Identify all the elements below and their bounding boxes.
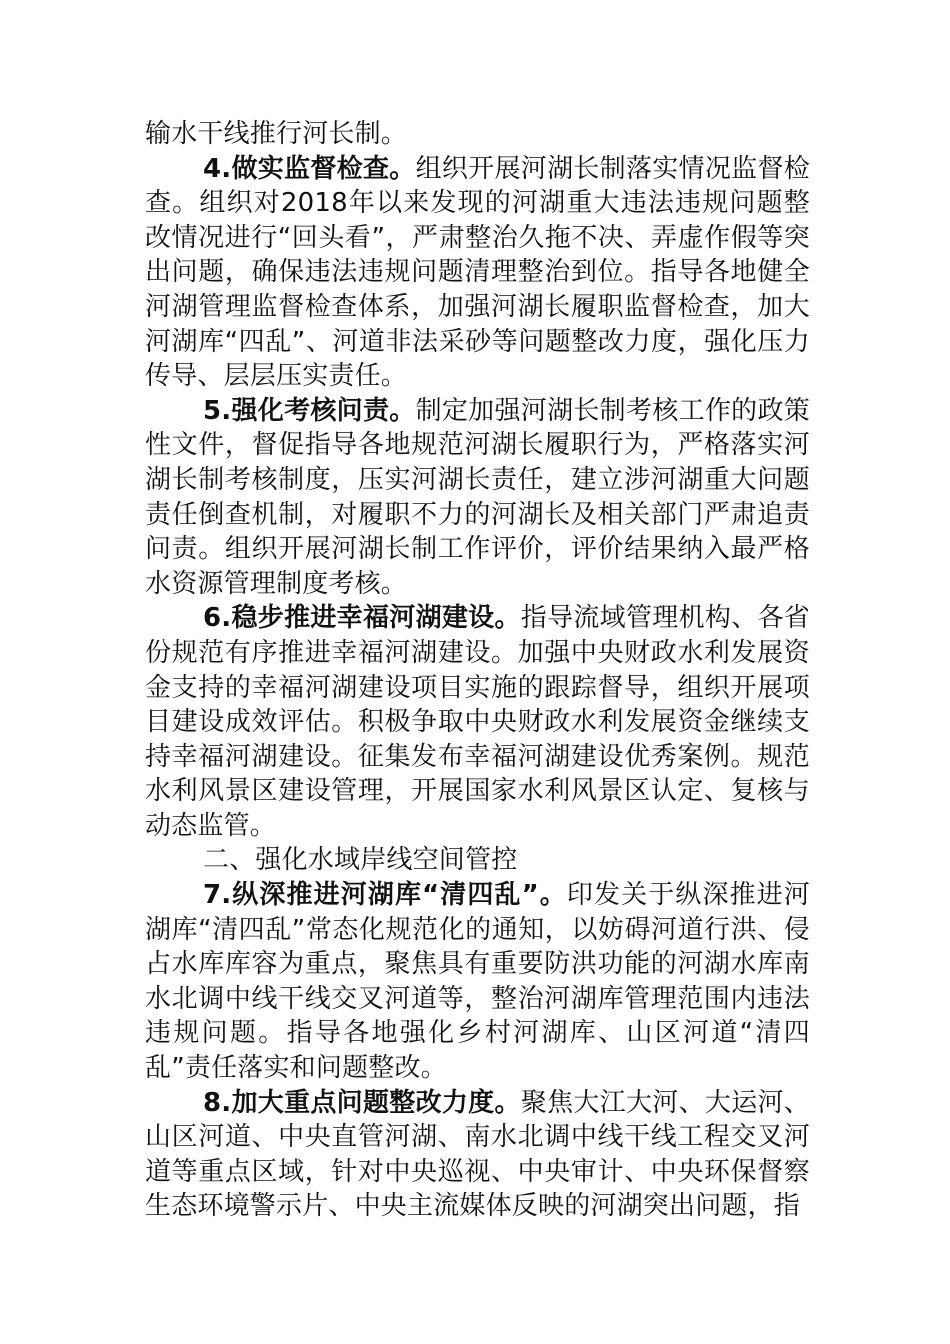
paragraph-7	[145, 878, 810, 1086]
paragraph-heading: 4.做实监督检查。	[203, 153, 416, 184]
paragraph-body: 制定加强河湖长制考核工作的政策性文件，督促指导各地规范河湖长履职行为，严格落实河湖长制考核制度，压实河湖长责任，建立涉河湖重大问题责任倒查机制，对履职不力的河湖长及相关部门严肃追责问责。组织开展河湖长制工作评价，评价结果纳入最严格水资源管理制度考核。	[145, 395, 810, 599]
document-body	[145, 117, 810, 1224]
paragraph-heading: 7.纵深推进河湖库“清四乱”。	[203, 880, 567, 911]
paragraph-body: 聚焦大江大河、大运河、山区河道、中央直管河湖、南水北调中线干线工程交叉河道等重点区域，针对中央巡视、中央审计、中央环保督察生态环境警示片、中央主流媒体反映的河湖突出问题，指	[145, 1087, 810, 1222]
paragraph-heading: 6.稳步推进幸福河湖建设。	[203, 603, 521, 634]
section-heading-text: 二、强化水域岸线空间管控	[203, 845, 518, 876]
paragraph-body: 组织开展河湖长制落实情况监督检查。组织对2018年以来发现的河湖重大违法违规问题整改情况进行“回头看”，严肃整治久拖不决、弄虚作假等突出问题，确保违法违规问题清理整治到位。指导各地健全河湖管理监督检查体系，加强河湖长履职监督检查，加大河湖库“四乱”、河道非法采砂等问题整改力度，强化压力传导、层层压实责任。	[145, 153, 810, 392]
paragraph-heading: 8.加大重点问题整改力度。	[203, 1087, 521, 1118]
paragraph-6	[145, 601, 810, 843]
paragraph-8	[145, 1086, 810, 1224]
paragraph-body: 印发关于纵深推进河湖库“清四乱”常态化规范化的通知，以妨碍河道行洪、侵占水库库容为重点，聚焦具有重要防洪功能的河湖水库南水北调中线干线交叉河道等，整治河湖库管理范围内违法违规问题。指导各地强化乡村河湖库、山区河道“清四乱”责任落实和问题整改。	[145, 880, 810, 1084]
section-heading	[145, 843, 810, 878]
paragraph-continuation	[145, 117, 810, 152]
paragraph-body: 输水干线推行河长制。	[145, 119, 408, 149]
paragraph-4	[145, 152, 810, 394]
paragraph-5	[145, 394, 810, 602]
paragraph-body: 指导流域管理机构、各省份规范有序推进幸福河湖建设。加强中央财政水利发展资金支持的幸福河湖建设项目实施的跟踪督导，组织开展项目建设成效评估。积极争取中央财政水利发展资金继续支持幸福河湖建设。征集发布幸福河湖建设优秀案例。规范水利风景区建设管理，开展国家水利风景区认定、复核与动态监管。	[145, 603, 810, 841]
paragraph-heading: 5.强化考核问责。	[203, 395, 416, 426]
